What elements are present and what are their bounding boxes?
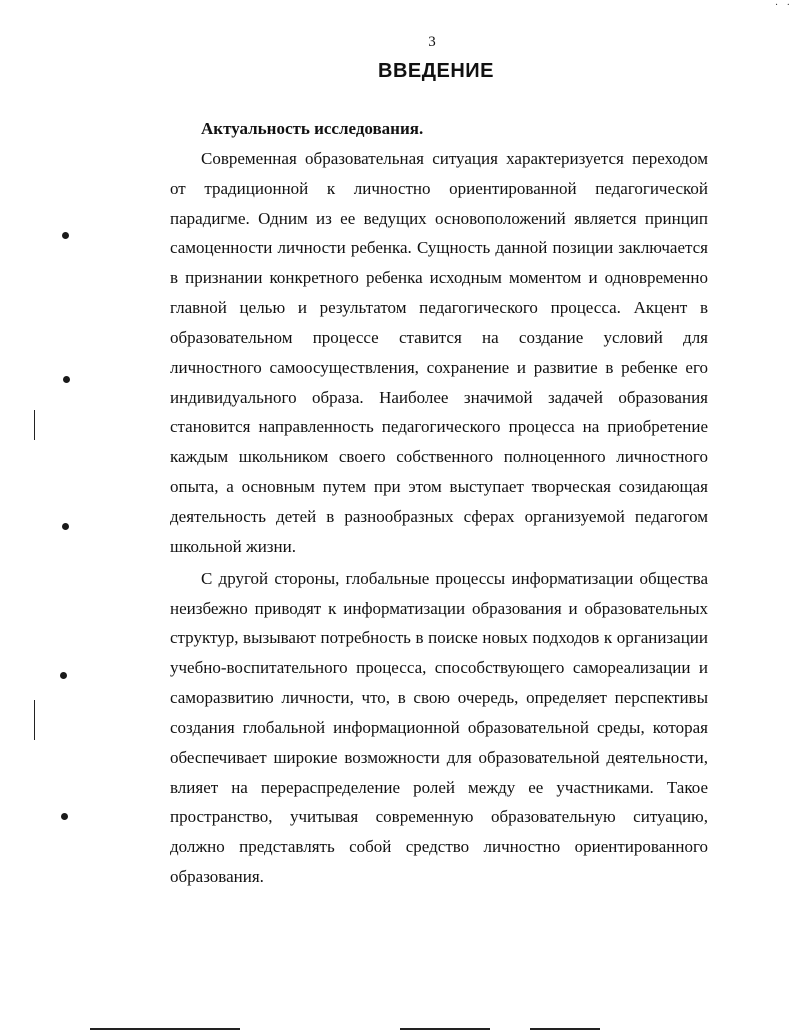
left-scan-line [34,700,35,740]
paragraph-2: С другой стороны, глобальные процессы информатизации общества неизбежно приводят к информатизации образования и образовательных структур, вызывают потребность в поиске новых подходов к организации учебно-воспитательного процесса, способствующего самореализации и саморазвитию личности, что, в свою очередь, определяет перспективы создания глобальной информационной образовательной среды, которая обеспечивает широкие возможности для образовательной деятельности, влияет на перераспределение ролей между ее участниками. Такое пространство, учитывая современную образовательную ситуацию, должно представлять собой средство личностно ориентированного образования. [170,568,708,887]
margin-punch-mark [60,672,67,679]
margin-punch-mark [61,813,68,820]
scan-artifact-dots: · · [774,0,793,11]
page-title: ВВЕДЕНИЕ [378,60,494,82]
paragraph-1: Современная образовательная ситуация характеризуется переходом от традиционной к личностно ориентированной педагогической парадигме. Одним из ее ведущих основоположений является принцип самоценности личности ребенка. Сущность данной позиции заключается в признании конкретного ребенка исходным моментом и одновременно главной целью и результатом педагогического процесса. Акцент в образовательном процессе ставится на создание условий для личностного самоосуществления, сохранение и развитие в ребенке его индивидуального образа. Наиболее значимой задачей образования становится направленность педагогического процесса на приобретение каждым школьником своего собственного полноценного личностного опыта, а основным путем при этом выступает творческая созидающая деятельность детей в разнообразных сферах организуемой педагогом школьной жизни. [170,148,708,556]
bottom-scan-line [530,1028,600,1030]
section-heading: Актуальность исследования. [201,119,424,138]
left-scan-line [34,410,35,440]
margin-punch-mark [63,376,70,383]
page-number: 3 [428,34,436,50]
bottom-scan-line [90,1028,240,1030]
document-body [170,114,708,892]
bottom-scan-line [400,1028,490,1030]
margin-punch-mark [62,232,69,239]
margin-punch-mark [62,523,69,530]
